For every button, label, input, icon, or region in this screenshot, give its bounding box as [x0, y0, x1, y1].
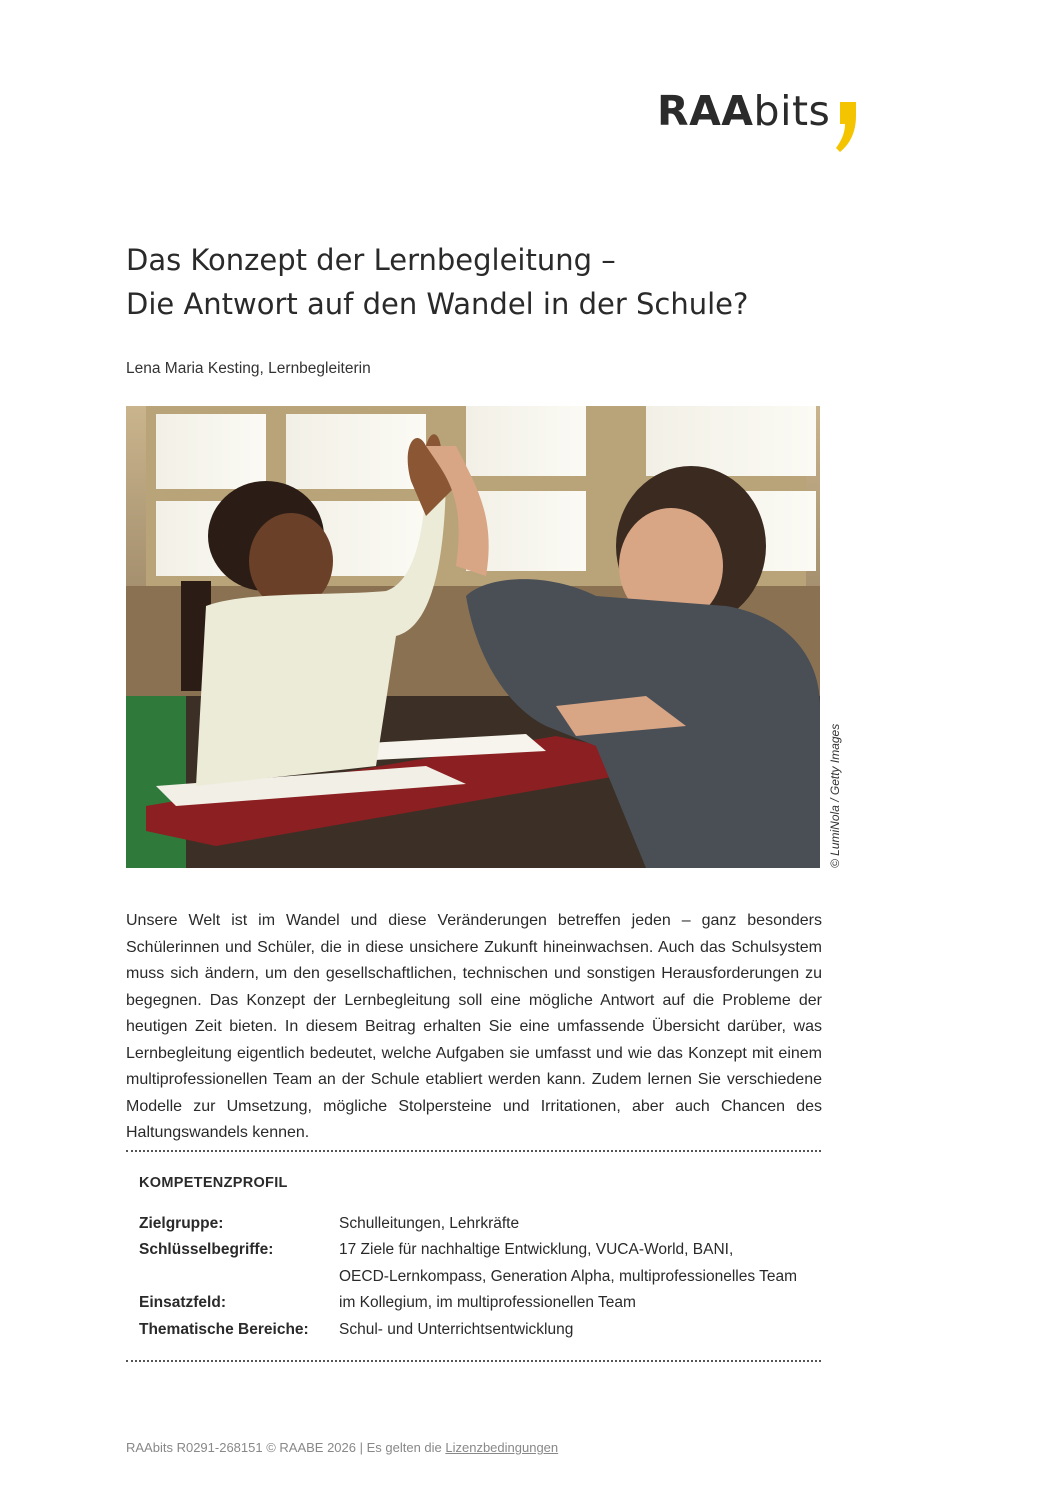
profile-key: Einsatzfeld:	[139, 1294, 226, 1311]
page-title	[126, 238, 886, 326]
logo-comma-icon	[836, 102, 858, 154]
profile-value: im Kollegium, im multiprofessionellen Team	[339, 1294, 636, 1311]
profile-key: Zielgruppe:	[139, 1215, 224, 1232]
author-line: Lena Maria Kesting, Lernbegleiterin	[126, 360, 371, 377]
raabits-logo	[657, 86, 858, 156]
profile-heading: KOMPETENZPROFIL	[139, 1175, 288, 1191]
license-link[interactable]: Lizenzbedingungen	[445, 1440, 559, 1455]
profile-value: Schulleitungen, Lehrkräfte	[339, 1215, 520, 1232]
photo-credit: © LumiNola / Getty Images	[828, 723, 842, 868]
profile-key: Thematische Bereiche:	[139, 1321, 309, 1338]
profile-value: 17 Ziele für nachhaltige Entwicklung, VUCA-World, BANI,	[339, 1241, 734, 1258]
logo-wordmark: RAAbits	[657, 87, 831, 135]
intro-paragraph: Unsere Welt ist im Wandel und diese Veränderungen betreffen jeden – ganz besonders Schülerinnen und Schüler, die in diese unsichere Zukunft hineinwachsen. Auch das Schulsystem muss sich ändern, um den gesellschaftlichen, technischen und sonstigen Herausforderungen zu begegnen. Das Konzept der Lernbegleitung soll eine mögliche Antwort auf die Probleme der heutigen Zeit bieten. In diesem Beitrag erhalten Sie eine umfassende Übersicht darüber, was Lernbegleitung eigentlich bedeutet, welche Aufgaben sie umfasst und wie das Konzept mit einem multiprofessionellen Team an der Schule etabliert werden kann. Zudem lernen Sie verschiedene Modelle zur Umsetzung, mögliche Stolpersteine und Irritationen, aber auch Chancen des Haltungswandels kennen.	[126, 912, 822, 1141]
profile-value: Schul- und Unterrichtsentwicklung	[339, 1321, 574, 1338]
profile-key: Schlüsselbegriffe:	[139, 1241, 274, 1258]
profile-value: OECD-Lernkompass, Generation Alpha, multiprofessionelles Team	[339, 1268, 798, 1285]
photo-illustration	[126, 406, 820, 868]
footer	[126, 1440, 558, 1455]
divider-top	[126, 1150, 821, 1152]
title-line-1: Das Konzept der Lernbegleitung –	[126, 243, 616, 277]
footer-text: RAAbits R0291-268151 © RAABE 2026 | Es gelten die	[126, 1440, 446, 1455]
divider-bottom	[126, 1360, 821, 1362]
classroom-photo	[126, 406, 820, 868]
title-line-2: Die Antwort auf den Wandel in der Schule?	[126, 287, 749, 321]
